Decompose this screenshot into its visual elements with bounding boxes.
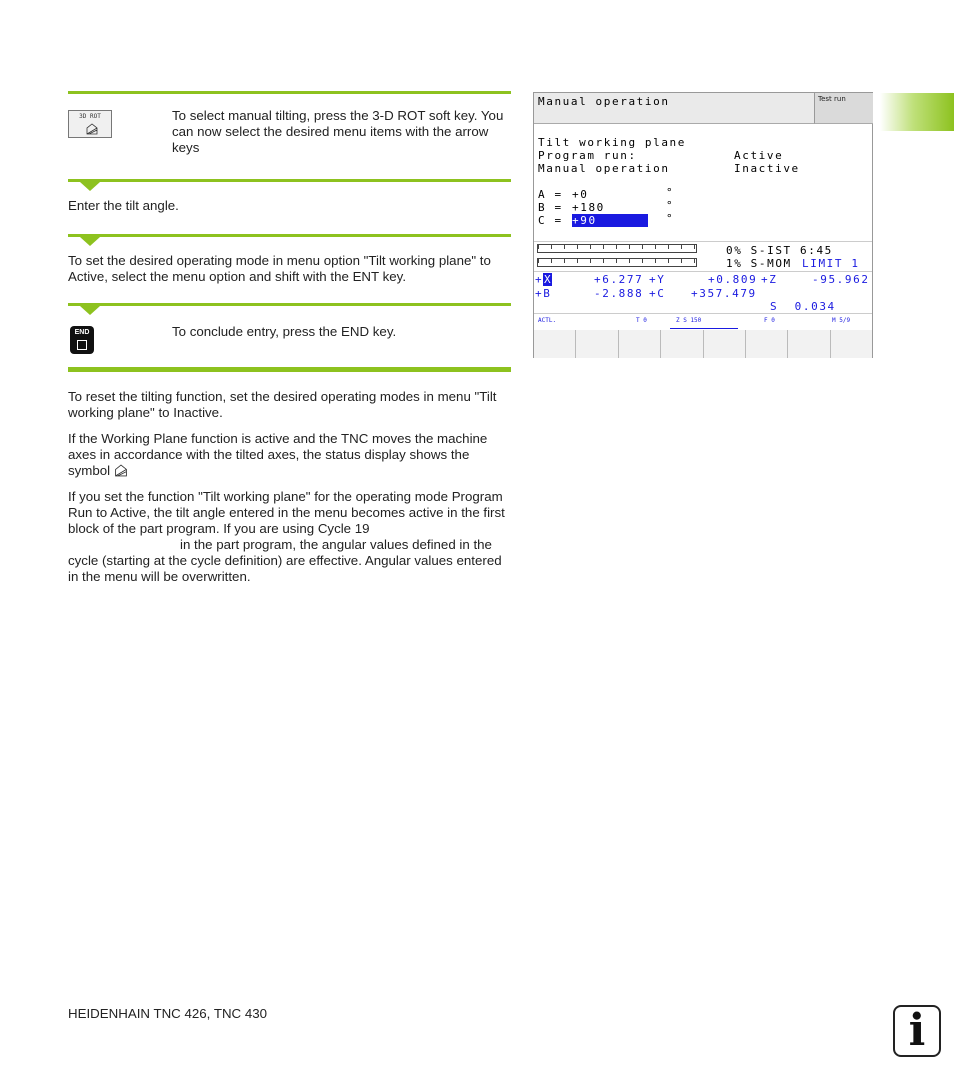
step-1-text: To select manual tilting, press the 3-D ROT soft key. You can now select the desired menu items with the arrow keys bbox=[172, 108, 504, 155]
step-3-text: To set the desired operating mode in menu option "Tilt working plane" to Active, select the menu option and shift with the ENT key. bbox=[68, 253, 491, 284]
end-key-square-icon bbox=[77, 340, 87, 350]
step-arrow bbox=[80, 237, 100, 246]
section-divider bbox=[68, 367, 511, 372]
angle-c-label: C = bbox=[538, 214, 571, 227]
chapter-tab bbox=[880, 93, 954, 131]
gauge-2-text: 1% S-MOM bbox=[726, 257, 792, 270]
pos-z-axis: +Z bbox=[761, 273, 778, 286]
angle-a-unit: ° bbox=[666, 186, 675, 199]
softkey[interactable] bbox=[745, 330, 787, 358]
softkey-row bbox=[534, 330, 872, 358]
spindle-moment-gauge bbox=[537, 258, 697, 267]
softkey[interactable] bbox=[830, 330, 872, 358]
screen-divider bbox=[534, 271, 872, 272]
screen-title: Manual operation bbox=[538, 95, 670, 108]
angle-b-unit: ° bbox=[666, 199, 675, 212]
pos-c-axis: +C bbox=[649, 287, 666, 300]
spindle-actual-gauge bbox=[537, 244, 697, 253]
pos-c-value: +357.479 bbox=[691, 287, 757, 300]
softkey[interactable] bbox=[703, 330, 745, 358]
paragraph-active-text: If the Working Plane function is active and the TNC moves the machine axes in accordance with the tilted axes, the status display shows the symbol bbox=[68, 431, 488, 478]
tilt-plane-icon bbox=[86, 123, 98, 135]
tilt-plane-icon bbox=[114, 464, 128, 477]
pos-x-axis-selected: X bbox=[544, 273, 551, 286]
paragraph-reset: To reset the tilting function, set the desired operating modes in menu "Tilt working plane" to Inactive. bbox=[68, 389, 497, 420]
softkey[interactable] bbox=[618, 330, 660, 358]
screen-divider bbox=[534, 241, 872, 242]
pos-b-value: -2.888 bbox=[594, 287, 644, 300]
pos-y-axis: +Y bbox=[649, 273, 666, 286]
paragraph-cycle bbox=[68, 537, 513, 585]
status-m: M 5/9 bbox=[832, 317, 851, 324]
softkey[interactable] bbox=[575, 330, 617, 358]
softkey[interactable] bbox=[534, 330, 575, 358]
menu-value-manual-operation: Inactive bbox=[734, 162, 800, 175]
status-zs: Z S 150 bbox=[676, 317, 702, 324]
angle-a-value[interactable]: +0 bbox=[572, 188, 589, 201]
angle-a-label: A = bbox=[538, 188, 571, 201]
gauge-1-text: 0% S-IST 6:45 bbox=[726, 244, 833, 257]
end-key-label: END bbox=[74, 329, 90, 336]
status-line bbox=[534, 313, 872, 330]
step-divider bbox=[68, 91, 511, 94]
step-arrow bbox=[80, 182, 100, 191]
status-feed: F 0 bbox=[764, 317, 775, 324]
pos-x-sign: + bbox=[535, 273, 542, 286]
angle-c-unit: ° bbox=[666, 212, 675, 225]
softkey-label: 3D ROT bbox=[79, 113, 101, 120]
spindle-value: S 0.034 bbox=[770, 300, 836, 313]
pos-z-value: -95.962 bbox=[812, 273, 870, 286]
angle-b-label: B = bbox=[538, 201, 571, 214]
menu-label-program-run[interactable]: Program run: bbox=[538, 149, 637, 162]
gauge-2-limit: LIMIT 1 bbox=[802, 257, 860, 270]
pos-x-value: +6.277 bbox=[594, 273, 644, 286]
menu-title: Tilt working plane bbox=[538, 136, 687, 149]
softkey[interactable] bbox=[787, 330, 829, 358]
screen-titlebar bbox=[534, 93, 814, 124]
3d-rot-softkey[interactable] bbox=[68, 110, 112, 138]
paragraph-cycle-text: in the part program, the angular values defined in the cycle (starting at the cycle definition) are effective. Angular values entered in the menu will be overwritten. bbox=[68, 537, 502, 584]
step-arrow bbox=[80, 306, 100, 315]
test-run-mode-tab[interactable] bbox=[814, 93, 873, 124]
paragraph-active bbox=[68, 431, 502, 479]
menu-label-manual-operation[interactable]: Manual operation bbox=[538, 162, 670, 175]
step-divider bbox=[68, 179, 511, 182]
test-run-label: Test run bbox=[818, 95, 846, 103]
end-key[interactable] bbox=[70, 326, 94, 354]
step-divider bbox=[68, 303, 511, 306]
status-tool: T 0 bbox=[636, 317, 647, 324]
step-divider bbox=[68, 234, 511, 237]
footer-text: HEIDENHAIN TNC 426, TNC 430 bbox=[68, 1006, 268, 1021]
pos-y-value: +0.809 bbox=[708, 273, 758, 286]
info-glyph: i bbox=[908, 1005, 926, 1056]
angle-b-value[interactable]: +180 bbox=[572, 201, 605, 214]
step-4-text: To conclude entry, press the END key. bbox=[172, 324, 397, 339]
tnc-screen bbox=[533, 92, 873, 358]
step-2-text: Enter the tilt angle. bbox=[68, 198, 179, 213]
info-icon bbox=[893, 1005, 941, 1057]
angle-c-value-selected[interactable]: +90 bbox=[572, 214, 648, 227]
paragraph-program-run: If you set the function "Tilt working plane" for the operating mode Program Run to Active, the tilt angle entered in the menu becomes active in the first block of the part program. If you are using Cycle 19 bbox=[68, 489, 505, 536]
menu-value-program-run: Active bbox=[734, 149, 784, 162]
status-underline bbox=[670, 328, 738, 329]
softkey[interactable] bbox=[660, 330, 702, 358]
pos-b-axis: +B bbox=[535, 287, 552, 300]
status-actl: ACTL. bbox=[538, 317, 557, 324]
